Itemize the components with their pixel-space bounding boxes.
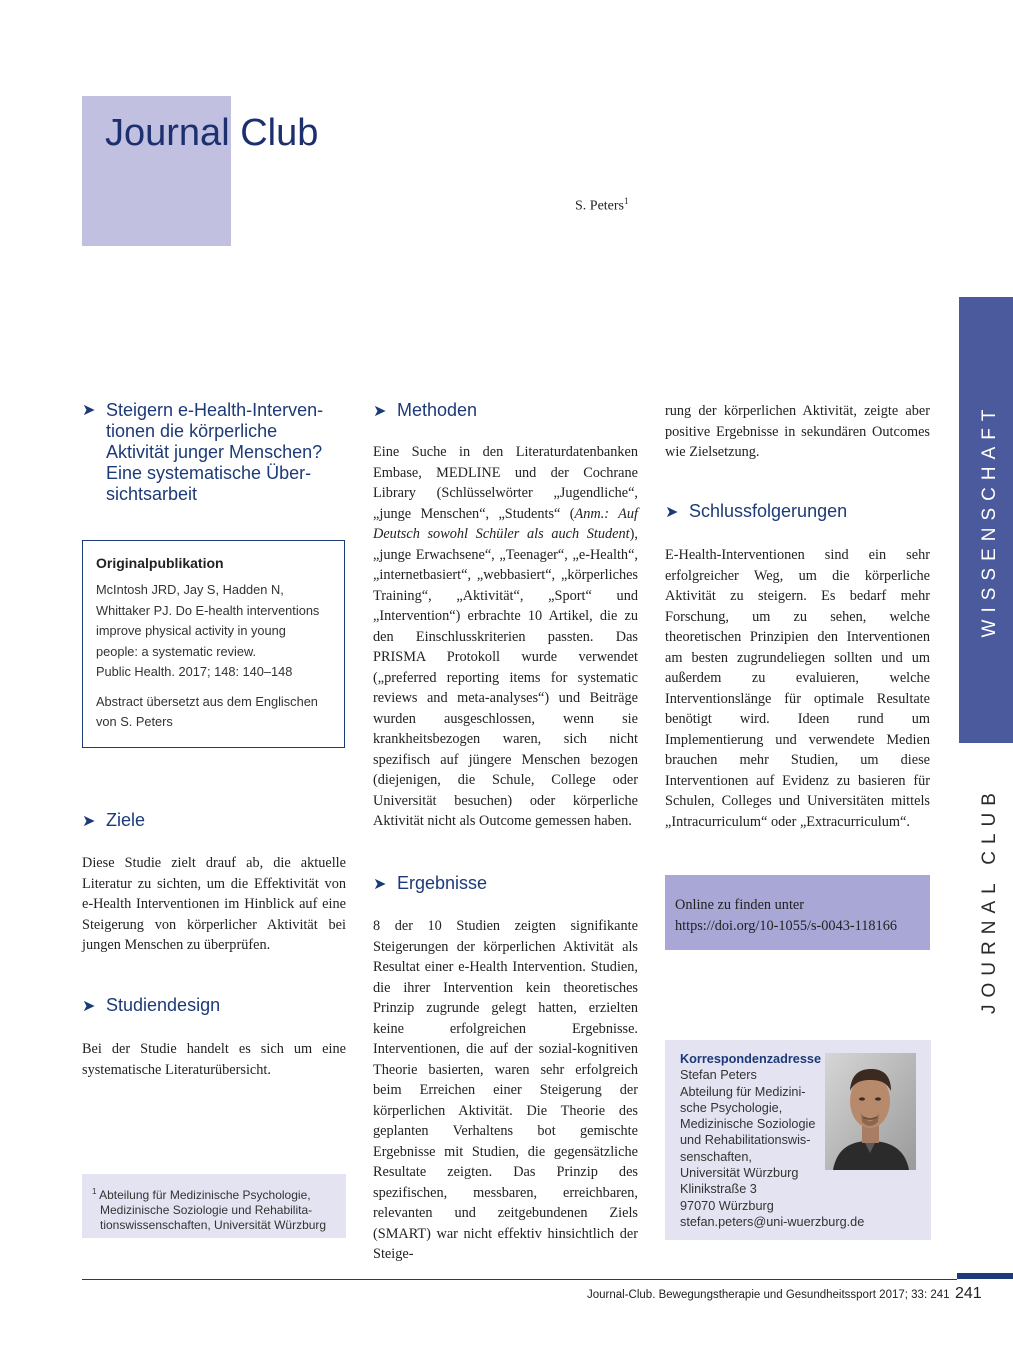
article-title-line: tionen die körperliche xyxy=(106,421,278,441)
footnote-line: tionswissenschaften, Universität Würzburg xyxy=(100,1218,327,1232)
arrow-icon: ➤ xyxy=(373,876,387,893)
arrow-icon: ➤ xyxy=(373,403,387,420)
methoden-text-part: Eine Suche in den Literaturdatenbanken Embase, MEDLINE und der Cochrane Library (Schlüsselwörter „Jugendliche“, „junge Menschen“, „Students“ ( xyxy=(373,444,638,522)
address-line: sche Psychologie, xyxy=(680,1100,783,1115)
address-line: 97070 Würzburg xyxy=(680,1198,774,1213)
author-photo xyxy=(825,1053,916,1170)
ergebnisse-text: 8 der 10 Studien zeigten signifikante Steigerungen der körperlichen Aktivität als Resultat einer e-Health Intervention. Studien, die ihrer Intervention kein theoretisches Prinzip zugrunde gelegt hatten, erzielten keine erfolgreichen Ergebnisse. Interventionen, die auf der sozial-kognitiven Theorie basierten, waren sehr erfolgreich beim Erreichen einer Steigerung der körperlichen Aktivität. Die Theorie des geplanten Verhaltens bot gemischte Ergebnisse mit Studien, die gegensätzliche Resultate zeigten. Das Prinzip des spezifischen, messbaren, erreichbaren, relevanten und zeitgebundenen Ziels (SMART) war nicht effektiv hinsichtlich der Steige- xyxy=(373,918,638,1262)
arrow-icon: ➤ xyxy=(82,402,96,419)
methoden-text xyxy=(373,442,638,832)
address-line: Abteilung für Medizini- xyxy=(680,1084,806,1099)
section-title: Journal Club xyxy=(105,112,319,154)
methoden-text-part: ), „junge Erwachsene“, „Teenager“, „e-Health“, „internetbasiert“, „webbasiert“, „körperliches Training“, „Aktivität“, „Sport“ und „Intervention“) erbrachte 10 Artikel, die zu den Einschlusskriterien passten. Das PRISMA Protokoll wurde verwendet („preferred reporting items for systematic reviews and meta-analyses“) und Beiträge wurden ausgeschlossen, wenn sie krankheitsbezogen waren, sich nicht spezifisch auf jüngere Menschen bezogen (diejenigen, die Schule, College oder Universität besuchen) oder körperliche Aktivität nicht als Outcome gemessen haben. xyxy=(373,526,638,829)
arrow-icon: ➤ xyxy=(665,504,679,521)
side-category-label: WISSENSCHAFT xyxy=(979,402,1000,638)
citation-line: Public Health. 2017; 148: 140–148 xyxy=(96,664,293,679)
methoden-text-italic: Anm.: Auf Deutsch sowohl Schüler als auch Student xyxy=(373,505,638,542)
correspondence-address xyxy=(680,1051,865,1230)
translation-note-line: von S. Peters xyxy=(96,714,173,729)
heading-ergebnisse-label: Ergebnisse xyxy=(397,873,488,893)
address-line: Universität Würzburg xyxy=(680,1166,799,1181)
address-line: und Rehabilitationswis- xyxy=(680,1133,811,1148)
heading-methoden xyxy=(373,400,477,422)
translation-note-line: Abstract übersetzt aus dem Englischen xyxy=(96,693,318,709)
citation-line: improve physical activity in young xyxy=(96,623,286,638)
citation-line: Whittaker PJ. Do E-health interventions xyxy=(96,602,320,618)
heading-studiendesign xyxy=(82,995,220,1017)
article-title-line: Aktivität junger Menschen? xyxy=(106,442,323,462)
article-title xyxy=(82,400,352,505)
heading-methoden-label: Methoden xyxy=(397,400,478,420)
footer-citation xyxy=(587,1289,950,1301)
author-line xyxy=(575,196,629,215)
heading-ziele-label: Ziele xyxy=(106,810,146,830)
heading-studiendesign-label: Studiendesign xyxy=(106,995,221,1015)
footnote-mark: 1 xyxy=(92,1187,97,1196)
side-section-label: JOURNAL CLUB xyxy=(979,786,1000,1014)
address-line: Medizinische Soziologie xyxy=(680,1117,816,1132)
schluss-text: E-Health-Interventionen sind ein sehr erfolgreicher Weg, um die körperliche Aktivität zu steigern. Es bedarf mehr Forschung, um zu sehen, welche theoretischen Prinzipien den Interventionen am besten zugrundeliegen sollten und um außerdem zu evaluieren, welche Interventionslänge für optimale Resultate benötigt wird. Ideen rund um Implementierung und verwendete Medien brauchen mehr Studien, um diese Interventionen auf Evidenz zu basieren für Schulen, Colleges und Universitäten mittels „Intracurriculum“ oder „Extracurriculum“. xyxy=(665,547,930,830)
citation-line: McIntosh JRD, Jay S, Hadden N, xyxy=(96,582,284,597)
footer-rule xyxy=(82,1279,957,1280)
correspondence-heading: Korrespondenzadresse xyxy=(680,1052,822,1066)
ziele-text: Diese Studie zielt drauf ab, die aktuelle Literatur zu sichten, um die Effektivität von e-Health Interventionen im Hinblick auf eine Steigerung von körperlicher Aktivität bei jungen Menschen zu überprüfen. xyxy=(82,855,346,953)
heading-ergebnisse xyxy=(373,873,487,895)
address-line: senschaften, xyxy=(680,1149,752,1164)
footnote-line: Abteilung für Medizinische Psychologie, xyxy=(99,1188,311,1202)
article-title-line: Eine systematische Über- xyxy=(106,463,312,483)
article-title-line: Steigern e-Health-Interven- xyxy=(106,400,324,420)
author-name: S. Peters xyxy=(575,198,624,214)
page-number: 241 xyxy=(955,1285,982,1302)
original-publication-heading: Originalpublikation xyxy=(96,555,224,571)
email-link[interactable]: stefan.peters@uni-wuerzburg.de xyxy=(680,1214,865,1229)
arrow-icon: ➤ xyxy=(82,813,96,830)
author-affiliation-mark: 1 xyxy=(624,196,629,206)
studiendesign-text: Bei der Studie handelt es sich um eine systematische Literaturübersicht. xyxy=(82,1041,346,1078)
original-publication-box xyxy=(82,540,345,748)
online-label: Online zu finden unter xyxy=(675,897,805,913)
article-title-line: sichtsarbeit xyxy=(106,484,198,504)
address-line: Stefan Peters xyxy=(680,1068,757,1083)
footnote-text xyxy=(92,1184,336,1233)
heading-schlussfolgerungen xyxy=(665,501,847,523)
footer-accent-bar xyxy=(957,1273,1013,1279)
citation xyxy=(96,580,331,683)
footer-prefix: Journal-Club. xyxy=(587,1289,656,1301)
heading-ziele xyxy=(82,810,145,832)
affiliation-footnote xyxy=(82,1174,346,1238)
heading-schlussfolgerungen-label: Schlussfolgerungen xyxy=(689,501,848,521)
address-line: Klinikstraße 3 xyxy=(680,1182,757,1197)
citation-line: people: a systematic review. xyxy=(96,643,257,659)
footnote-line: Medizinische Soziologie und Rehabilita- xyxy=(100,1203,313,1217)
translation-note xyxy=(96,692,331,733)
footer-journal: Bewegungstherapie und Gesundheitssport 2017; 33: 241 xyxy=(658,1289,950,1301)
doi-link[interactable]: https://doi.org/10-1055/s-0043-118166 xyxy=(675,918,897,934)
online-link-box xyxy=(665,875,930,950)
arrow-icon: ➤ xyxy=(82,998,96,1015)
ergebnisse-continued-text: rung der körperlichen Aktivität, zeigte aber positive Ergebnisse in sekundären Outcomes wie Zielsetzung. xyxy=(665,403,930,460)
